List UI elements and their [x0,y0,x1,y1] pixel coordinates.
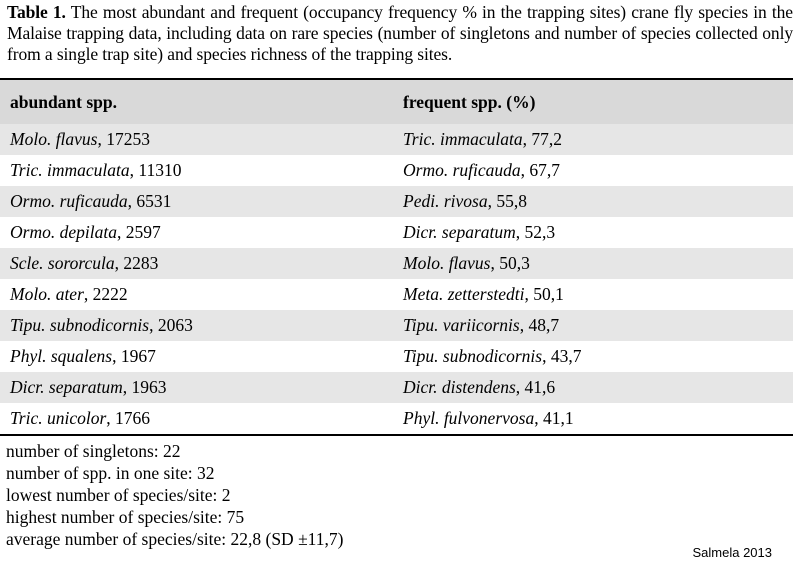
table-row [0,341,793,372]
species-name: Tipu. subnodicornis [403,346,543,366]
species-value: , 67,7 [520,160,561,180]
caption-text: The most abundant and frequent (occupancy frequency % in the trapping sites) crane fly species in the Malaise trapping data, including data on rare species (number of singletons and number of species collected only from a single trap site) and species richness of the trapping sites. [7,2,793,64]
species-name: Phyl. squalens [10,346,113,366]
species-value: , 1766 [106,408,151,428]
species-name: Scle. sororcula [10,253,115,273]
stat-singletons: number of singletons: 22 [6,441,181,461]
table-row [0,310,793,341]
species-name: Meta. zetterstedti [403,284,525,304]
table-row [0,403,793,434]
frequent-cell [393,222,793,243]
species-table [0,78,793,436]
species-name: Tric. unicolor [10,408,107,428]
species-value: , 1967 [112,346,156,366]
species-name: Molo. flavus [10,129,98,149]
species-value: , 50,3 [490,253,530,273]
species-name: Dicr. distendens [403,377,516,397]
frequent-cell [393,160,793,181]
abundant-cell [0,191,393,212]
frequent-cell [393,408,793,429]
table-row [0,155,793,186]
species-name: Molo. ater [10,284,84,304]
species-value: , 43,7 [542,346,582,366]
frequent-cell [393,315,793,336]
table-row [0,248,793,279]
header-abundant: abundant spp. [10,91,118,112]
species-name: Tipu. subnodicornis [10,315,150,335]
species-name: Tipu. variicornis [403,315,520,335]
species-value: , 52,3 [515,222,556,242]
species-value: , 1963 [122,377,167,397]
species-value: , 2597 [116,222,161,242]
species-value: , 11310 [129,160,182,180]
abundant-cell [0,284,393,305]
table-row [0,186,793,217]
stat-highest: highest number of species/site: 75 [6,507,245,527]
stat-one-site: number of spp. in one site: 32 [6,463,215,483]
species-name: Pedi. rivosa [403,191,488,211]
frequent-cell [393,253,793,274]
abundant-cell [0,253,393,274]
species-name: Ormo. ruficauda [10,191,128,211]
table-row [0,124,793,155]
frequent-cell [393,377,793,398]
species-name: Phyl. fulvonervosa [403,408,535,428]
abundant-cell [0,408,393,429]
species-value: , 41,1 [534,408,574,428]
caption-label: Table 1. [7,2,66,22]
table-header-row [0,80,793,124]
stat-lowest: lowest number of species/site: 2 [6,485,231,505]
species-value: , 48,7 [519,315,560,335]
table-row [0,372,793,403]
species-name: Dicr. separatum [403,222,516,242]
abundant-cell [0,377,393,398]
species-value: , 2063 [149,315,193,335]
abundant-cell [0,160,393,181]
species-value: , 41,6 [515,377,556,397]
species-value: , 77,2 [522,129,562,149]
species-value: , 2283 [114,253,159,273]
species-name: Tric. immaculata [10,160,130,180]
credit-text: Salmela 2013 [692,545,772,560]
species-value: , 50,1 [524,284,564,304]
frequent-cell [393,129,793,150]
abundant-cell [0,129,393,150]
abundant-cell [0,222,393,243]
species-name: Molo. flavus [403,253,491,273]
frequent-cell [393,191,793,212]
frequent-cell [393,346,793,367]
summary-stats [6,440,343,550]
species-name: Ormo. depilata [10,222,117,242]
frequent-cell [393,284,793,305]
header-frequent: frequent spp. (%) [403,91,536,112]
abundant-cell [0,315,393,336]
abundant-cell [0,346,393,367]
table-caption [7,2,793,65]
species-value: , 2222 [83,284,128,304]
species-name: Ormo. ruficauda [403,160,521,180]
species-value: , 17253 [97,129,150,149]
stat-average: average number of species/site: 22,8 (SD ±11,7) [6,529,344,549]
species-value: , 6531 [127,191,172,211]
table-row [0,217,793,248]
species-name: Dicr. separatum [10,377,123,397]
species-value: , 55,8 [487,191,527,211]
table-row [0,279,793,310]
species-name: Tric. immaculata [403,129,523,149]
